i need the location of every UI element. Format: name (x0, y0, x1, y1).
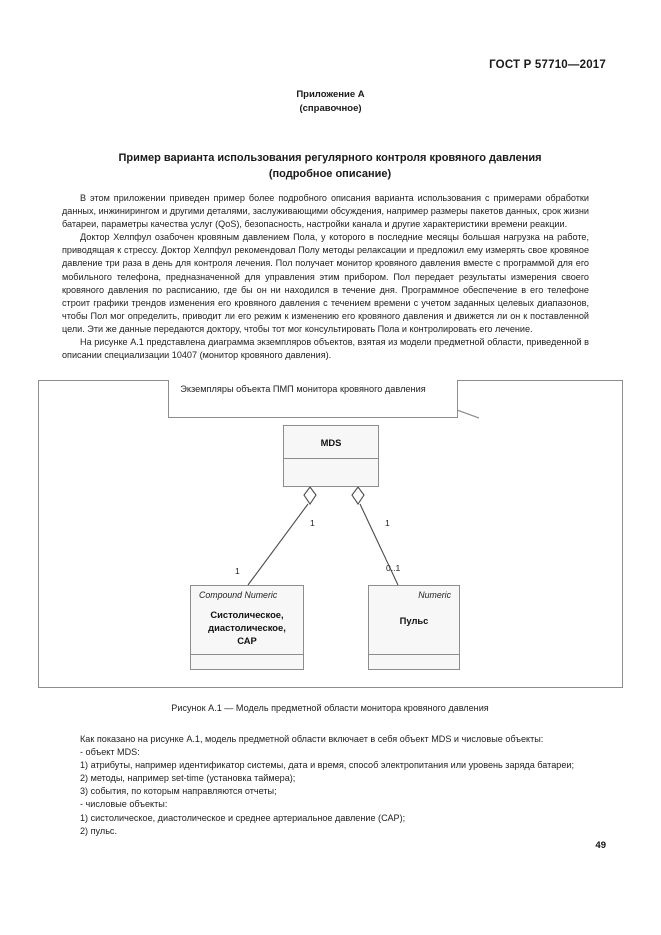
uml-stereotype-numeric: Numeric (418, 590, 451, 600)
list-item: 3) события, по которым направляются отчеты; (80, 786, 277, 797)
uml-class-name-mds: MDS (320, 436, 342, 448)
paragraph: Как показано на рисунке А.1, модель предметной области включает в себя объект MDS и числовые объекты: (80, 734, 544, 744)
annex-heading (0, 88, 661, 116)
multiplicity-label-left-top: 1 (310, 518, 315, 528)
uml-class-box-mds-body (284, 458, 378, 487)
multiplicity-label-numeric-end: 0..1 (386, 563, 401, 573)
page-title-line1: Пример варианта использования регулярного контроля кровяного давления (118, 152, 542, 164)
paragraph: В этом приложении приведен пример более подробного описания варианта использования с примерами обработки данных, инжинирингом и другими деталями, заслуживающими обсуждения, например размеры пакетов данных, срок жизни батареи, параметры качества услуг (QoS), безопасность, настройки канала и другие характеристики времени реакции. (62, 193, 589, 230)
uml-class-box-compound-numeric-body (191, 654, 303, 670)
page-title-line2: (подробное описание) (268, 168, 392, 180)
page-title (60, 150, 600, 182)
uml-class-box-compound-numeric[interactable] (190, 585, 304, 670)
uml-class-box-numeric-body (369, 654, 459, 670)
uml-class-name-compound-numeric (191, 608, 303, 647)
list-item: - числовые объекты: (80, 799, 168, 810)
intro-text-block (62, 192, 589, 362)
paragraph: Доктор Хелпфул озабочен кровяным давлением Пола, у которого в последние месяцы большая нагрузка на работе, приводящая к стрессу. Доктор Хелпфул рекомендовал Полу методы релаксации и предложил ему измерять свое кровяное давление три раза в день для контроля лечения. Пол получает монитор кровяного давления вместе с программой для его мобильного телефона, предназначенной для управления этим прибором. Пол передает результаты измерения своего кровяного давления по расписанию, где бы он ни находился в течение дня. Программное обеспечение в его телефоне строит графики трендов изменения его кровяного давления с течением времени с учетом заданных целевых диапазонов, чтобы Пол мог определить, приводит ли его режим к изменению его кровяного давления и движется ли он к поставленной цели. Эти же данные передаются доктору, чтобы тот мог консультировать Пола и контролировать его лечение. (62, 232, 589, 334)
page-number: 49 (595, 840, 606, 851)
list-item: 1) атрибуты, например идентификатор системы, дата и время, способ электропитания или уровень заряда батареи; (80, 760, 574, 771)
list-item: - объект MDS: (80, 747, 140, 758)
annex-title: Приложение А (296, 89, 365, 100)
diagram-note-title: Экземпляры объекта ПМП монитора кровяного давления (180, 384, 426, 394)
composition-link-compound (248, 487, 316, 585)
uml-stereotype-compound-numeric: Compound Numeric (199, 590, 278, 600)
uml-class-box-compound-numeric-header (191, 586, 303, 654)
figure-caption: Рисунок А.1 — Модель предметной области монитора кровяного давления (171, 703, 489, 713)
list-item: 1) систолическое, диастолическое и среднее артериальное давление (САР); (80, 812, 406, 823)
uml-class-box-numeric-header (369, 586, 459, 654)
uml-class-name-line3: САР (237, 635, 257, 646)
uml-class-name-line2: диастолическое, (208, 622, 286, 633)
uml-class-name-line1: Систолическое, (210, 609, 284, 620)
annex-subtitle: (справочное) (299, 103, 362, 114)
uml-class-name-numeric: Пульс (399, 615, 429, 626)
tail-text-block (62, 733, 589, 838)
document-header-standard-number: ГОСТ Р 57710—2017 (489, 59, 606, 71)
list-item: 2) методы, например set-time (установка таймера); (80, 773, 296, 784)
paragraph: На рисунке А.1 представлена диаграмма экземпляров объектов, взятая из модели предметной области, приведенной в описании специализации 10407 (монитор кровяного давления). (62, 337, 589, 361)
multiplicity-label-right-top: 1 (385, 518, 390, 528)
uml-class-box-numeric[interactable] (368, 585, 460, 670)
uml-class-box-mds-header (284, 426, 378, 458)
figure-diagram (38, 380, 623, 690)
uml-class-box-mds[interactable] (283, 425, 379, 487)
list-item: 2) пульс. (80, 825, 118, 836)
multiplicity-label-compound-end: 1 (235, 566, 240, 576)
